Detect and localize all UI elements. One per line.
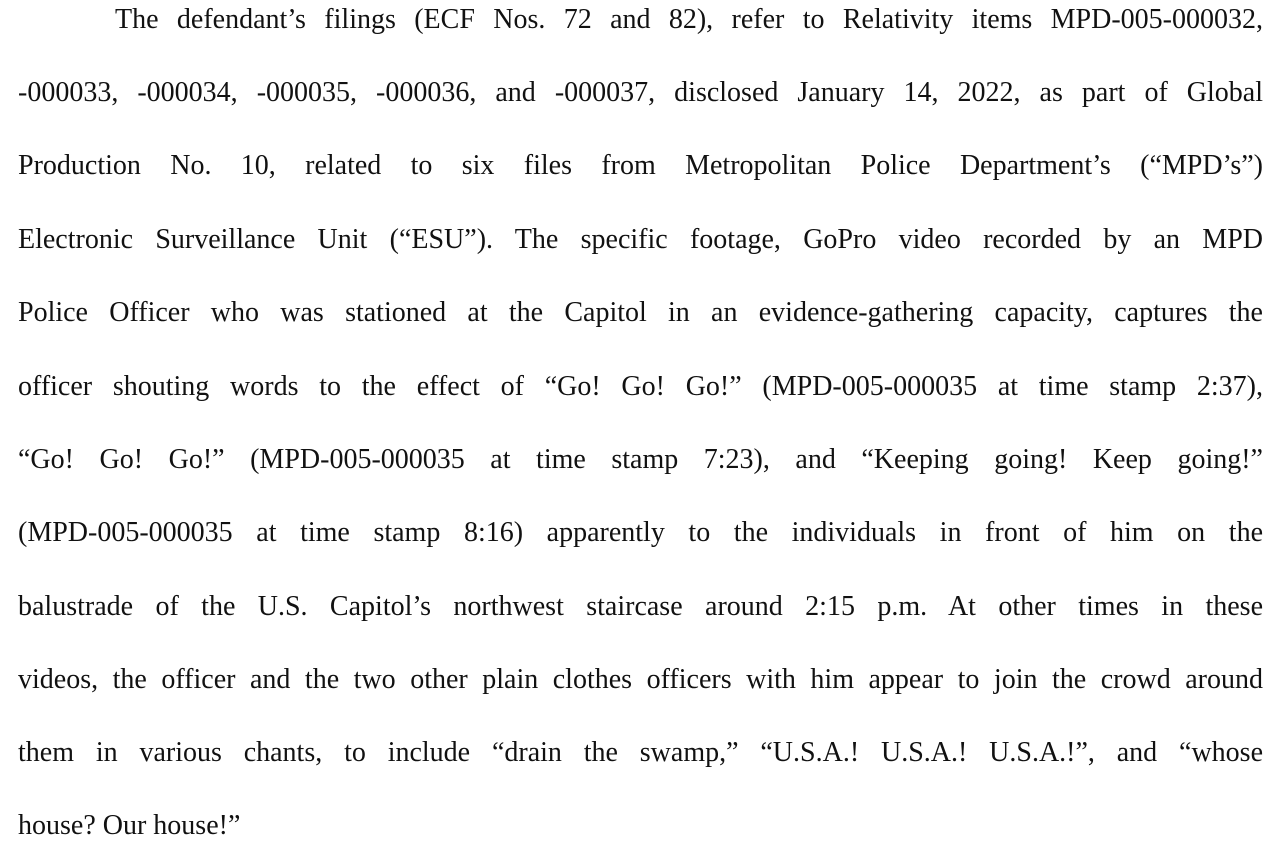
paragraph-line: -000033, -000034, -000035, -000036, and -000037, disclosed January 14, 2022, as part of Global [18,77,1263,108]
document-page [18,0,1263,845]
paragraph-line: “Go! Go! Go!” (MPD-005-000035 at time stamp 7:23), and “Keeping going! Keep going!” [18,444,1263,475]
paragraph-line: officer shouting words to the effect of “Go! Go! Go!” (MPD-005-000035 at time stamp 2:37), [18,371,1263,402]
paragraph-line: The defendant’s filings (ECF Nos. 72 and 82), refer to Relativity items MPD-005-000032, [115,4,1263,35]
paragraph-line: Production No. 10, related to six files from Metropolitan Police Department’s (“MPD’s”) [18,150,1263,181]
paragraph-line: balustrade of the U.S. Capitol’s northwest staircase around 2:15 p.m. At other times in these [18,591,1263,622]
paragraph-line: Electronic Surveillance Unit (“ESU”). The specific footage, GoPro video recorded by an MPD [18,224,1263,255]
paragraph-line: videos, the officer and the two other plain clothes officers with him appear to join the crowd around [18,664,1263,695]
paragraph-line: Police Officer who was stationed at the Capitol in an evidence-gathering capacity, captures the [18,297,1263,328]
paragraph-line: them in various chants, to include “drain the swamp,” “U.S.A.! U.S.A.! U.S.A.!”, and “whose [18,737,1263,768]
paragraph-line: house? Our house!” [18,810,241,841]
paragraph-line: (MPD-005-000035 at time stamp 8:16) apparently to the individuals in front of him on the [18,517,1263,548]
